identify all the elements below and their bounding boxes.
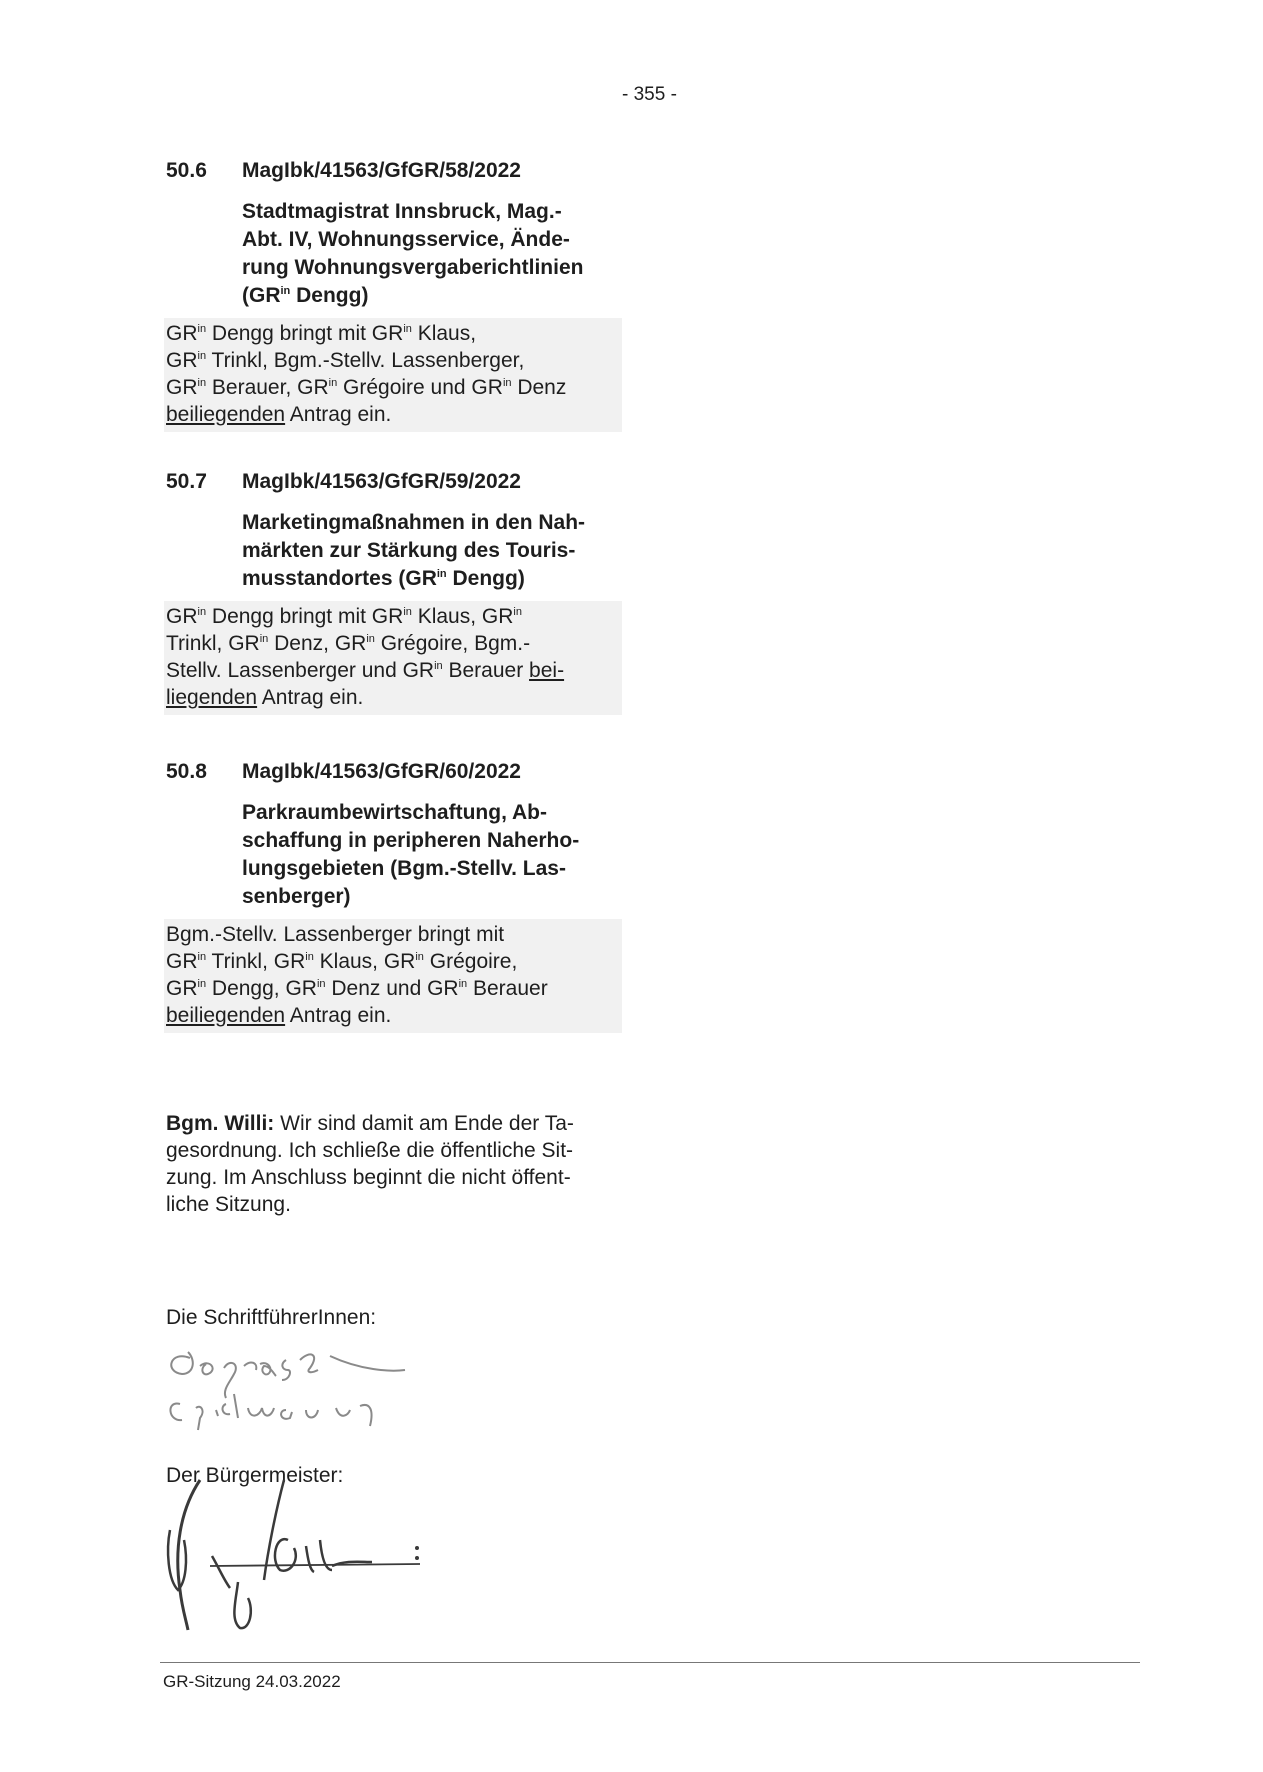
item-motion-text: Bgm.-Stellv. Lassenberger bringt mit $GR^{in}$ Trinkl, $GR^{in}$ Klaus, $GR^{in}$ Grégoire, $GR^{in}$ Dengg, $GR^{in}$ Denz und $GR^{in}$ Berauer beiliegenden Antrag ein.: [164, 919, 622, 1033]
mayor-signature: [160, 1470, 430, 1640]
secretaries-label: Die SchriftführerInnen:: [166, 1306, 377, 1329]
title-line: lungsgebieten (Bgm.-Stellv. Las-: [242, 857, 566, 880]
title-line: rung Wohnungsvergaberichtlinien: [242, 256, 584, 279]
title-line: Stadtmagistrat Innsbruck, Mag.-: [242, 200, 562, 223]
item-motion-text: $GR^{in}$ Dengg bringt mit $GR^{in}$ Klaus, $GR^{in}$ Trinkl, $GR^{in}$ Denz, $GR^{in}$ Grégoire, Bgm.- Stellv. Lassenberger und $GR^{in}$ Berauer bei- liegenden Antrag ein.: [164, 601, 622, 715]
page-number: - 355 -: [622, 84, 677, 105]
footer-session-date: GR-Sitzung 24.03.2022: [163, 1672, 341, 1691]
item-reference: MagIbk/41563/GfGR/59/2022: [242, 470, 521, 493]
item-heading: [166, 757, 626, 787]
title-line: ($GR^{in}$ Dengg): [242, 284, 369, 307]
item-number: 50.6: [166, 159, 207, 182]
item-number: 50.7: [166, 470, 207, 493]
footer-rule: [160, 1662, 1140, 1663]
item-title: [242, 509, 622, 593]
item-heading: [166, 156, 626, 186]
secretaries-signature: [160, 1330, 430, 1440]
closing-statement: Bgm. Willi: Wir sind damit am Ende der Ta- gesordnung. Ich schließe die öffentliche Sit- zung. Im Anschluss beginnt die nicht öffent- liche Sitzung.: [166, 1112, 574, 1216]
title-line: senberger): [242, 885, 351, 908]
item-reference: MagIbk/41563/GfGR/60/2022: [242, 760, 521, 783]
item-number: 50.8: [166, 760, 207, 783]
item-title: [242, 799, 622, 911]
item-reference: MagIbk/41563/GfGR/58/2022: [242, 159, 521, 182]
title-line: schaffung in peripheren Naherho-: [242, 829, 580, 852]
agenda-item-50-7: [166, 467, 626, 715]
title-line: Abt. IV, Wohnungsservice, Ände-: [242, 228, 570, 251]
mayor-label: Der Bürgermeister:: [166, 1464, 344, 1487]
item-title: [242, 198, 622, 310]
title-line: Parkraumbewirtschaftung, Ab-: [242, 801, 547, 824]
agenda-item-50-6: [166, 156, 626, 432]
speaker-name: Bgm. Willi:: [166, 1112, 275, 1135]
title-line: Marketingmaßnahmen in den Nah-: [242, 511, 586, 534]
item-heading: [166, 467, 626, 497]
agenda-item-50-8: [166, 757, 626, 1033]
item-motion-text: $GR^{in}$ Dengg bringt mit $GR^{in}$ Klaus, $GR^{in}$ Trinkl, Bgm.-Stellv. Lassenberger, $GR^{in}$ Berauer, $GR^{in}$ Grégoire und $GR^{in}$ Denz beiliegenden Antrag ein.: [164, 318, 622, 432]
title-line: musstandortes ($GR^{in}$ Dengg): [242, 567, 525, 590]
title-line: märkten zur Stärkung des Touris-: [242, 539, 576, 562]
